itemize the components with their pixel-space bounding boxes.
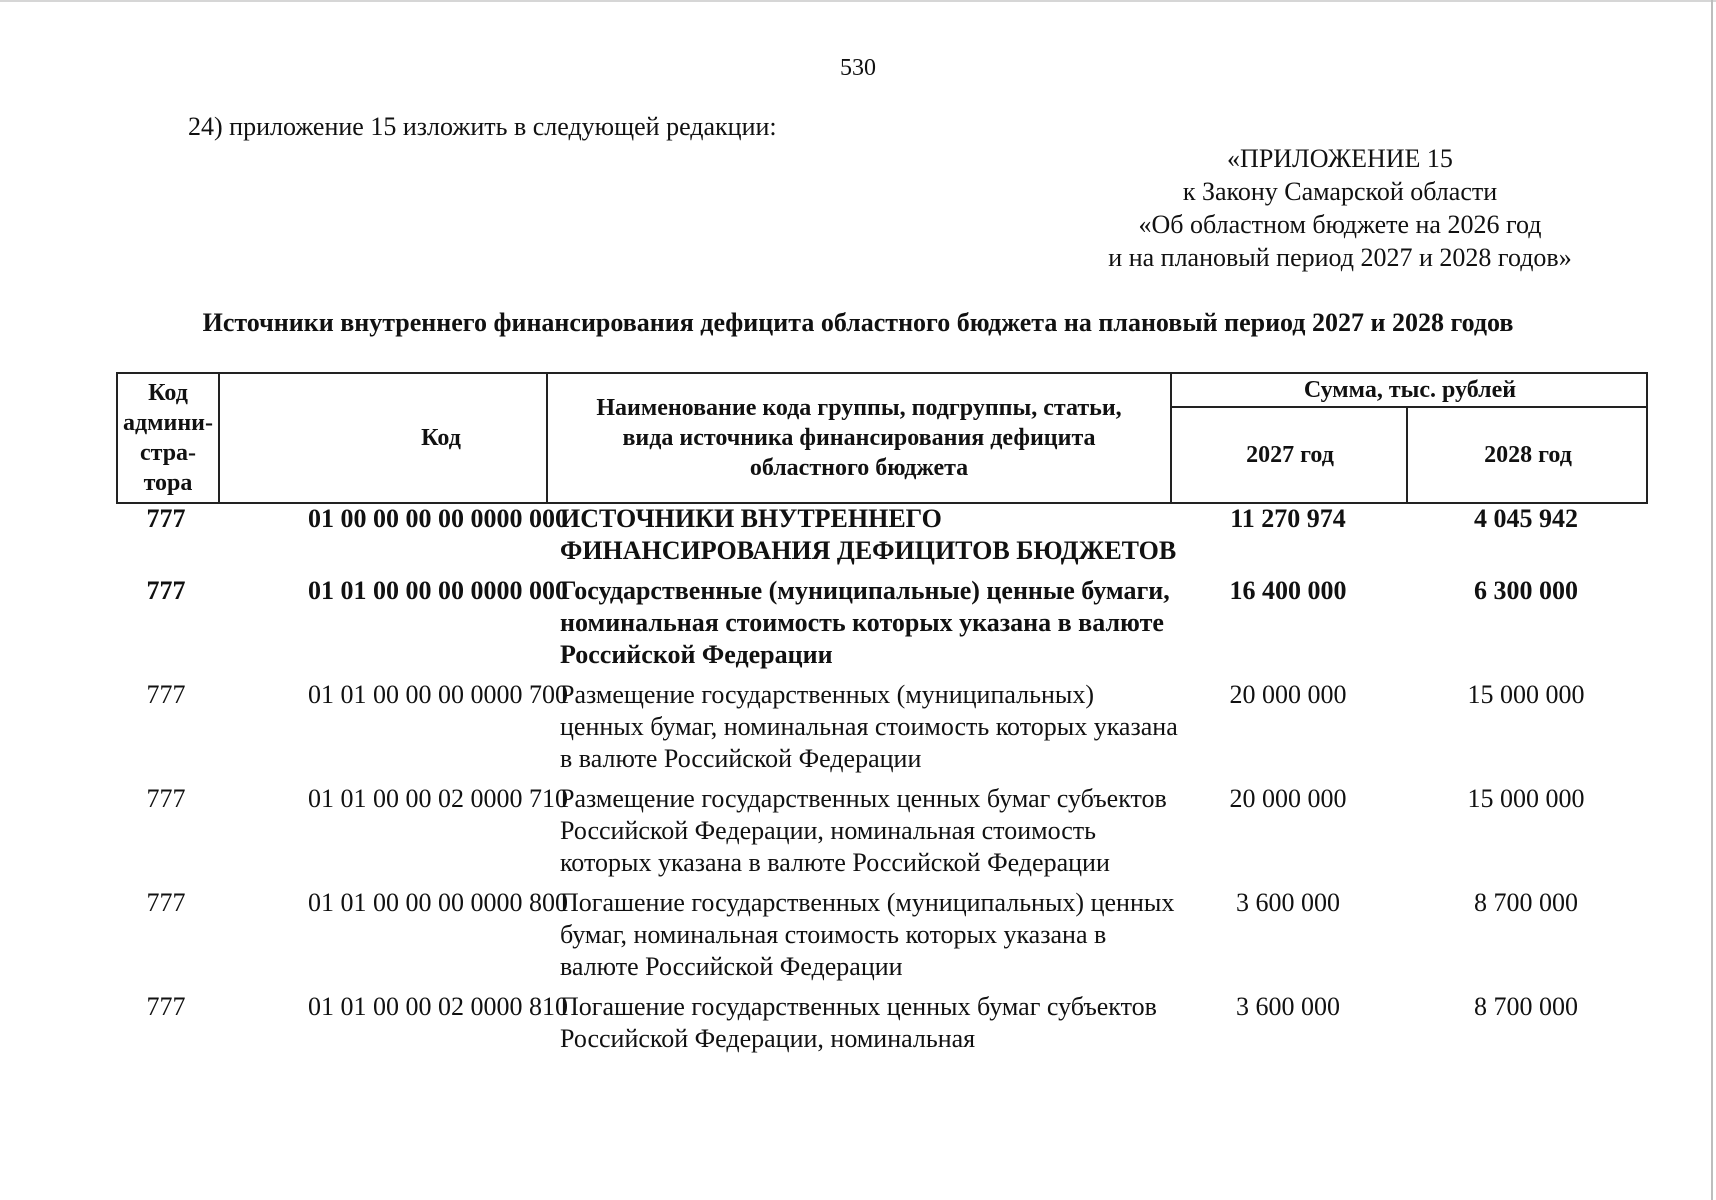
appendix-line-3: «Об областном бюджете на 2026 год xyxy=(1138,210,1542,239)
table-header xyxy=(116,372,1648,504)
table-row xyxy=(116,783,1648,879)
table-row xyxy=(116,575,1648,671)
cell-code: 01 01 00 00 02 0000 710 xyxy=(308,784,568,813)
cell-name: Погашение государственных ценных бумаг субъектов Российской Федерации, номинальная xyxy=(560,992,1157,1053)
scan-edge-right xyxy=(1711,0,1713,1200)
header-sum: Сумма, тыс. рублей xyxy=(1303,376,1517,403)
appendix-line-2: к Закону Самарской области xyxy=(1182,177,1498,206)
cell-code: 01 00 00 00 00 0000 000 xyxy=(308,504,568,533)
cell-name: Государственные (муниципальные) ценные бумаги, номинальная стоимость которых указана в валюте Российской Федерации xyxy=(560,576,1170,669)
cell-2027: 20 000 000 xyxy=(1229,784,1347,813)
table-row xyxy=(116,887,1648,983)
table-row xyxy=(116,991,1648,1055)
cell-admin: 777 xyxy=(146,784,186,813)
intro-text: 24) приложение 15 изложить в следующей редакции: xyxy=(188,112,777,141)
appendix-header xyxy=(1040,142,1640,274)
cell-admin: 777 xyxy=(146,888,186,917)
header-year-2028: 2028 год xyxy=(1484,441,1572,468)
appendix-line-1: «ПРИЛОЖЕНИЕ 15 xyxy=(1227,144,1453,173)
cell-2027: 3 600 000 xyxy=(1236,992,1340,1021)
table-title: Источники внутреннего финансирования дефицита областного бюджета на плановый период 2027 и 2028 годов xyxy=(202,308,1514,337)
cell-2028: 4 045 942 xyxy=(1474,504,1578,533)
table-row xyxy=(116,679,1648,775)
cell-2027: 20 000 000 xyxy=(1229,680,1347,709)
cell-2028: 6 300 000 xyxy=(1474,576,1578,605)
cell-code: 01 01 00 00 00 0000 000 xyxy=(308,576,568,605)
cell-name: Погашение государственных (муниципальных) ценных бумаг, номинальная стоимость которых указана в валюте Российской Федерации xyxy=(560,888,1175,981)
cell-2027: 3 600 000 xyxy=(1236,888,1340,917)
header-code: Код xyxy=(421,425,461,451)
header-admin-code: Код админи-стра-тора xyxy=(123,380,213,496)
header-name: Наименование кода группы, подгруппы, статьи, вида источника финансирования дефицита областного бюджета xyxy=(596,395,1122,481)
header-year-2027: 2027 год xyxy=(1246,441,1334,468)
cell-code: 01 01 00 00 02 0000 810 xyxy=(308,992,568,1021)
cell-2027: 16 400 000 xyxy=(1229,576,1347,605)
cell-admin: 777 xyxy=(146,680,186,709)
cell-2027: 11 270 974 xyxy=(1230,504,1346,533)
cell-2028: 8 700 000 xyxy=(1474,888,1578,917)
page-number: 530 xyxy=(840,55,876,81)
table-body xyxy=(116,503,1648,1063)
cell-admin: 777 xyxy=(146,576,186,605)
cell-2028: 8 700 000 xyxy=(1474,992,1578,1021)
cell-2028: 15 000 000 xyxy=(1467,680,1585,709)
cell-code: 01 01 00 00 00 0000 700 xyxy=(308,680,568,709)
cell-code: 01 01 00 00 00 0000 800 xyxy=(308,888,568,917)
appendix-line-4: и на плановый период 2027 и 2028 годов» xyxy=(1108,243,1572,272)
cell-name: Размещение государственных ценных бумаг субъектов Российской Федерации, номинальная стоимость которых указана в валюте Российской Федерации xyxy=(560,784,1167,877)
cell-name: ИСТОЧНИКИ ВНУТРЕННЕГО ФИНАНСИРОВАНИЯ ДЕФИЦИТОВ БЮДЖЕТОВ xyxy=(560,504,1177,565)
scan-edge-top xyxy=(0,0,1716,2)
cell-admin: 777 xyxy=(146,992,186,1021)
table-row xyxy=(116,503,1648,567)
cell-admin: 777 xyxy=(146,504,186,533)
cell-2028: 15 000 000 xyxy=(1467,784,1585,813)
cell-name: Размещение государственных (муниципальных) ценных бумаг, номинальная стоимость которых указана в валюте Российской Федерации xyxy=(560,680,1178,773)
